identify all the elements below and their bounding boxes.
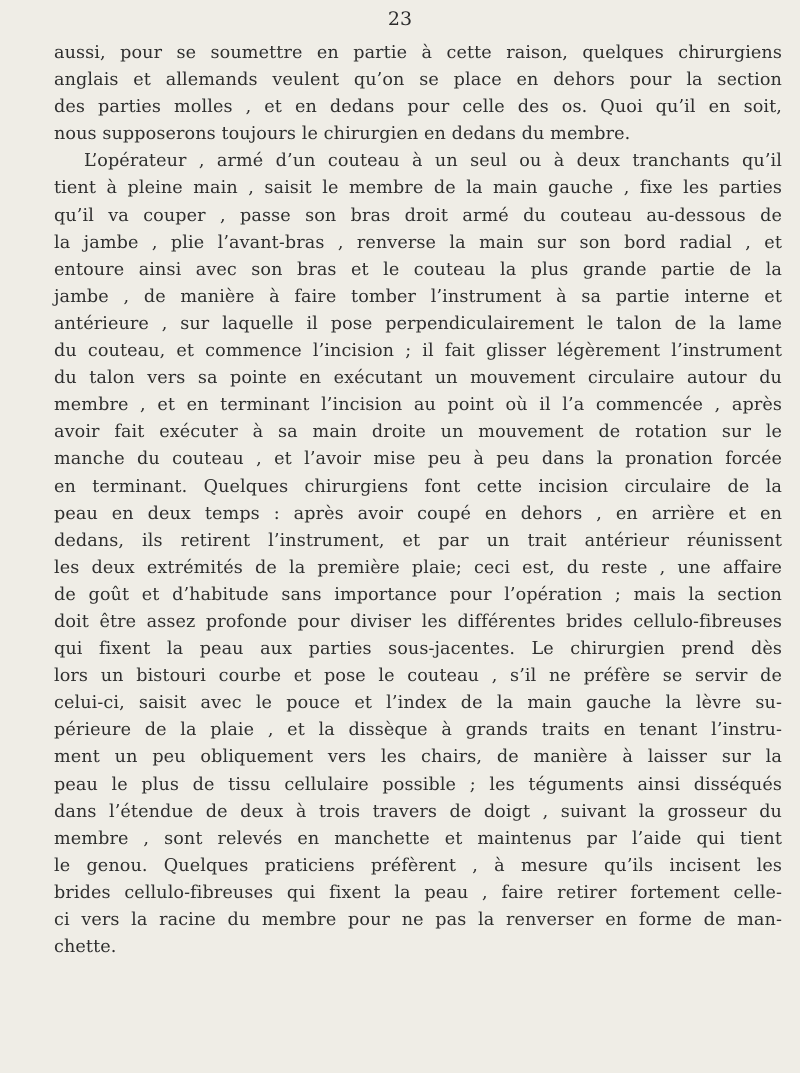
- text-line: aussi, pour se soumettre en partie à cette raison, quelques chirurgiens: [54, 43, 782, 63]
- text-line: périeure de la plaie , et la dissèque à grands traits en tenant l’instru-: [54, 720, 782, 741]
- text-line: doit être assez profonde pour diviser les différentes brides cellulo-fibreuses: [54, 611, 782, 632]
- text-line: de goût et d’habitude sans importance pour l’opération ; mais la section: [54, 584, 782, 605]
- text-line: qu’il va couper , passe son bras droit armé du couteau au-dessous de: [54, 205, 782, 226]
- text-line: du talon vers sa pointe en exécutant un mouvement circulaire autour du: [54, 368, 782, 389]
- text-line: qui fixent la peau aux parties sous-jacentes. Le chirurgien prend dès: [54, 639, 782, 660]
- text-line: le genou. Quelques praticiens préfèrent , à mesure qu’ils incisent les: [54, 855, 782, 876]
- text-line: des parties molles , et en dedans pour celle des os. Quoi qu’il en soit,: [54, 97, 782, 118]
- text-line: dedans, ils retirent l’instrument, et par un trait antérieur réunissent: [54, 530, 782, 551]
- text-line: peau le plus de tissu cellulaire possible ; les téguments ainsi disséqués: [54, 774, 782, 795]
- page-number: 23: [387, 8, 413, 30]
- text-line: membre , et en terminant l’incision au point où il l’a commencée , après: [54, 395, 782, 416]
- text-line: les deux extrémités de la première plaie; ceci est, du reste , une affaire: [54, 557, 782, 578]
- text-line: du couteau, et commence l’incision ; il fait glisser légèrement l’instrument: [54, 341, 782, 362]
- text-line: en terminant. Quelques chirurgiens font cette incision circulaire de la: [54, 476, 782, 497]
- text-line: anglais et allemands veulent qu’on se place en dehors pour la section: [54, 70, 782, 91]
- text-line: la jambe , plie l’avant-bras , renverse la main sur son bord radial , et: [54, 232, 782, 253]
- text-line: L’opérateur , armé d’un couteau à un seul ou à deux tranchants qu’il: [84, 151, 782, 172]
- text-line: peau en deux temps : après avoir coupé en dehors , en arrière et en: [54, 503, 782, 524]
- text-line: lors un bistouri courbe et pose le couteau , s’il ne préfère se servir de: [54, 666, 782, 687]
- text-line: ment un peu obliquement vers les chairs, de manière à laisser sur la: [54, 747, 782, 768]
- text-line: celui-ci, saisit avec le pouce et l’index de la main gauche la lèvre su-: [54, 693, 782, 714]
- text-line: brides cellulo-fibreuses qui fixent la peau , faire retirer fortement celle-: [54, 882, 782, 903]
- text-line: membre , sont relevés en manchette et maintenus par l’aide qui tient: [54, 828, 782, 849]
- text-line: jambe , de manière à faire tomber l’instrument à sa partie interne et: [54, 286, 782, 307]
- text-line: ci vers la racine du membre pour ne pas la renverser en forme de man-: [54, 910, 782, 930]
- body-text: [54, 40, 782, 961]
- text-line: dans l’étendue de deux à trois travers de doigt , suivant la grosseur du: [54, 801, 782, 822]
- text-line: nous supposerons toujours le chirurgien en dedans du membre.: [54, 124, 631, 145]
- text-line: manche du couteau , et l’avoir mise peu à peu dans la pronation forcée: [54, 449, 782, 470]
- text-line: entoure ainsi avec son bras et le couteau la plus grande partie de la: [54, 259, 782, 280]
- text-line: chette.: [54, 937, 117, 958]
- text-line: avoir fait exécuter à sa main droite un mouvement de rotation sur le: [54, 422, 782, 443]
- text-line: tient à pleine main , saisit le membre de la main gauche , fixe les parties: [54, 178, 782, 199]
- text-line: antérieure , sur laquelle il pose perpendiculairement le talon de la lame: [54, 313, 782, 334]
